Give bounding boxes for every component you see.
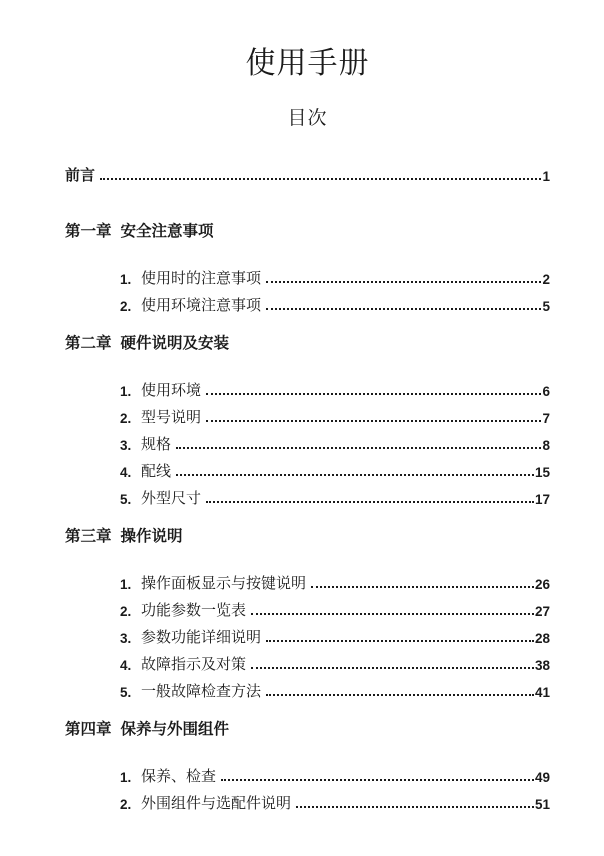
item-page-number: 6 <box>542 383 550 399</box>
dot-leader <box>266 640 534 642</box>
item-number: 1. <box>120 576 132 592</box>
item-number: 2. <box>120 603 132 619</box>
item-number: 5. <box>120 491 132 507</box>
toc-entry[interactable] <box>120 457 550 484</box>
item-number: 3. <box>120 437 132 453</box>
toc-entry[interactable] <box>120 677 550 704</box>
chapter-2-title: 硬件说明及安装 <box>120 335 230 352</box>
item-number: 1. <box>120 383 132 399</box>
item-page-number: 49 <box>534 769 550 785</box>
dot-leader <box>311 586 534 588</box>
item-page-number: 2 <box>542 271 550 287</box>
chapter-1-items <box>120 264 550 318</box>
item-page-number: 51 <box>534 796 550 812</box>
item-number: 2. <box>120 410 132 426</box>
toc-entry[interactable] <box>120 376 550 403</box>
dot-leader <box>296 806 534 808</box>
chapter-3-number: 第三章 <box>65 528 112 545</box>
dot-leader <box>266 694 534 696</box>
item-label: 一般故障检查方法 <box>141 683 262 700</box>
dot-leader <box>206 420 541 422</box>
chapter-3-title: 操作说明 <box>120 528 183 545</box>
chapter-2-heading <box>65 334 550 354</box>
toc-entry[interactable] <box>120 596 550 623</box>
chapter-2-number: 第二章 <box>65 335 112 352</box>
toc-entry-preface[interactable] <box>65 162 550 186</box>
item-label: 外型尺寸 <box>141 490 202 507</box>
item-page-number: 15 <box>534 464 550 480</box>
dot-leader <box>266 308 541 310</box>
item-label: 功能参数一览表 <box>141 602 247 619</box>
dot-leader <box>206 393 541 395</box>
item-label: 型号说明 <box>141 409 202 426</box>
toc-entry[interactable] <box>120 650 550 677</box>
item-label: 规格 <box>141 436 172 453</box>
document-title: 使用手册 <box>245 47 370 80</box>
dot-leader <box>221 779 534 781</box>
chapter-3-items <box>120 569 550 704</box>
preface-label: 前言 <box>65 167 96 184</box>
item-label: 保养、检查 <box>141 768 217 785</box>
item-label: 参数功能详细说明 <box>141 629 262 646</box>
toc-entry[interactable] <box>120 291 550 318</box>
toc-entry[interactable] <box>120 789 550 816</box>
item-label: 外围组件与选配件说明 <box>141 795 292 812</box>
chapter-4-items <box>120 762 550 816</box>
item-label: 使用时的注意事项 <box>141 270 262 287</box>
dot-leader <box>176 474 534 476</box>
item-number: 1. <box>120 271 132 287</box>
dot-leader <box>176 447 541 449</box>
item-number: 4. <box>120 657 132 673</box>
preface-page-number: 1 <box>542 168 550 184</box>
dot-leader <box>266 281 541 283</box>
item-number: 4. <box>120 464 132 480</box>
chapter-1-heading <box>65 222 550 242</box>
toc-entry[interactable] <box>120 623 550 650</box>
dot-leader <box>251 613 534 615</box>
toc-entry[interactable] <box>120 403 550 430</box>
dot-leader <box>251 667 534 669</box>
item-number: 2. <box>120 796 132 812</box>
item-page-number: 41 <box>534 684 550 700</box>
item-number: 3. <box>120 630 132 646</box>
chapter-1-number: 第一章 <box>65 223 112 240</box>
item-number: 1. <box>120 769 132 785</box>
toc-entry[interactable] <box>120 762 550 789</box>
item-label: 使用环境 <box>141 382 202 399</box>
item-number: 2. <box>120 298 132 314</box>
item-page-number: 28 <box>534 630 550 646</box>
toc-entry[interactable] <box>120 484 550 511</box>
item-page-number: 38 <box>534 657 550 673</box>
item-page-number: 8 <box>542 437 550 453</box>
item-page-number: 17 <box>534 491 550 507</box>
chapter-4-number: 第四章 <box>65 721 112 738</box>
toc-entry[interactable] <box>120 569 550 596</box>
chapter-1-title: 安全注意事项 <box>120 223 214 240</box>
toc-entry[interactable] <box>120 430 550 457</box>
dot-leader <box>206 501 534 503</box>
item-label: 故障指示及对策 <box>141 656 247 673</box>
chapter-4-heading <box>65 720 550 740</box>
dot-leader <box>100 178 541 180</box>
item-label: 使用环境注意事项 <box>141 297 262 314</box>
chapter-4-title: 保养与外围组件 <box>120 721 230 738</box>
toc-heading: 目次 <box>287 108 328 129</box>
chapter-3-heading <box>65 527 550 547</box>
item-page-number: 5 <box>542 298 550 314</box>
toc-entry[interactable] <box>120 264 550 291</box>
item-label: 配线 <box>141 463 172 480</box>
item-page-number: 27 <box>534 603 550 619</box>
item-label: 操作面板显示与按键说明 <box>141 575 307 592</box>
chapter-2-items <box>120 376 550 511</box>
item-page-number: 7 <box>542 410 550 426</box>
item-number: 5. <box>120 684 132 700</box>
item-page-number: 26 <box>534 576 550 592</box>
